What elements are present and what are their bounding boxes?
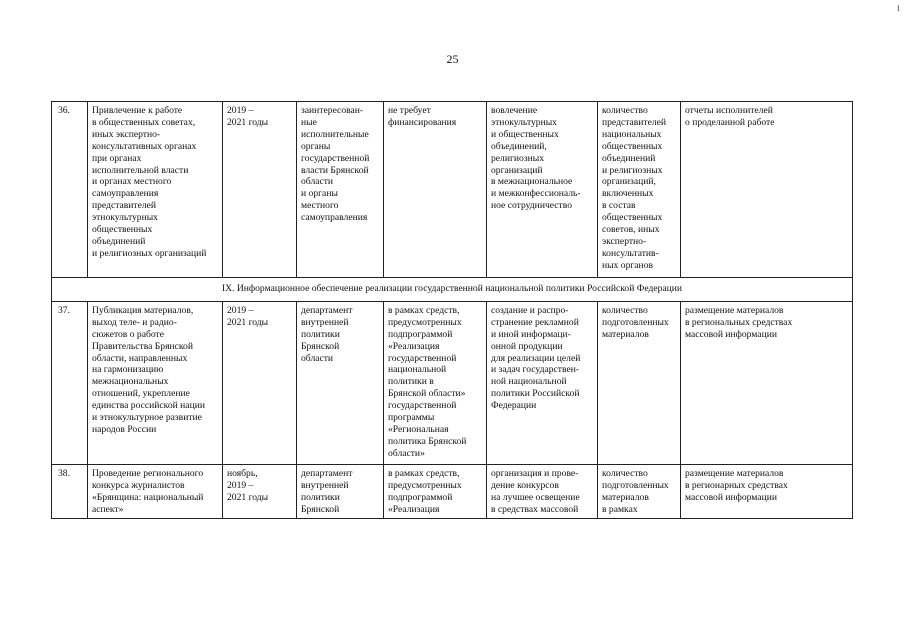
edge-mark: I	[897, 4, 900, 13]
responsible-executors: департамент внутренней политики Брянской области	[297, 301, 384, 464]
responsible-executors: заинтересован- ные исполнительные органы государственной власти Брянской области и органы местного самоуправления	[297, 102, 384, 278]
expected-result: создание и распро- странение рекламной и иной информаци- онной продукции для реализации целей и задач государствен- ной национальной политики Российской Федерации	[487, 301, 598, 464]
funding-source: не требует финансирования	[384, 102, 487, 278]
measure-name: Публикация материалов, выход теле- и радио- сюжетов о работе Правительства Брянской области, направленных на гармонизацию межнациональных отношений, укрепление единства российской нации и этнокультурное развитие народов России	[88, 301, 223, 464]
funding-source: в рамках средств, предусмотренных подпрограммой «Реализация	[384, 464, 487, 518]
measure-name: Проведение регионального конкурса журналистов «Брянщина: национальный аспект»	[88, 464, 223, 518]
measure-name: Привлечение к работе в общественных советах, иных экспертно- консультативных органах при органах исполнительной власти и органах местного самоуправления представителей этнокультурных общественных объединений и религиозных организаций	[88, 102, 223, 278]
table-row-37	[52, 301, 853, 464]
section-heading-row	[52, 278, 853, 302]
deadline: 2019 – 2021 годы	[223, 102, 297, 278]
report-form: размещение материалов в регионарных средствах массовой информации	[681, 464, 853, 518]
row-number: 38.	[52, 464, 88, 518]
row-number: 36.	[52, 102, 88, 278]
report-form: отчеты исполнителей о проделанной работе	[681, 102, 853, 278]
responsible-executors: департамент внутренней политики Брянской	[297, 464, 384, 518]
indicator: количество подготовленных материалов	[598, 301, 681, 464]
measures-table	[51, 101, 853, 519]
deadline: 2019 – 2021 годы	[223, 301, 297, 464]
indicator: количество представителей национальных общественных объединений и религиозных организаций, включенных в состав общественных советов, иных экспертно- консультатив- ных органов	[598, 102, 681, 278]
table-row-36	[52, 102, 853, 278]
expected-result: вовлечение этнокультурных и общественных объединений, религиозных организаций в межнациональное и межконфессиональ- ное сотрудничество	[487, 102, 598, 278]
expected-result: организация и прове- дение конкурсов на лучшее освещение в средствах массовой	[487, 464, 598, 518]
page-number: 25	[446, 52, 459, 66]
section-heading: IX. Информационное обеспечение реализации государственной национальной политики Российской Федерации	[52, 278, 853, 302]
report-form: размещение материалов в региональных средствах массовой информации	[681, 301, 853, 464]
row-number: 37.	[52, 301, 88, 464]
table-row-38	[52, 464, 853, 518]
deadline: ноябрь, 2019 – 2021 годы	[223, 464, 297, 518]
indicator: количество подготовленных материалов в рамках	[598, 464, 681, 518]
funding-source: в рамках средств, предусмотренных подпрограммой «Реализация государственной национальной политики в Брянской области» государственной программы «Региональная политика Брянской области»	[384, 301, 487, 464]
